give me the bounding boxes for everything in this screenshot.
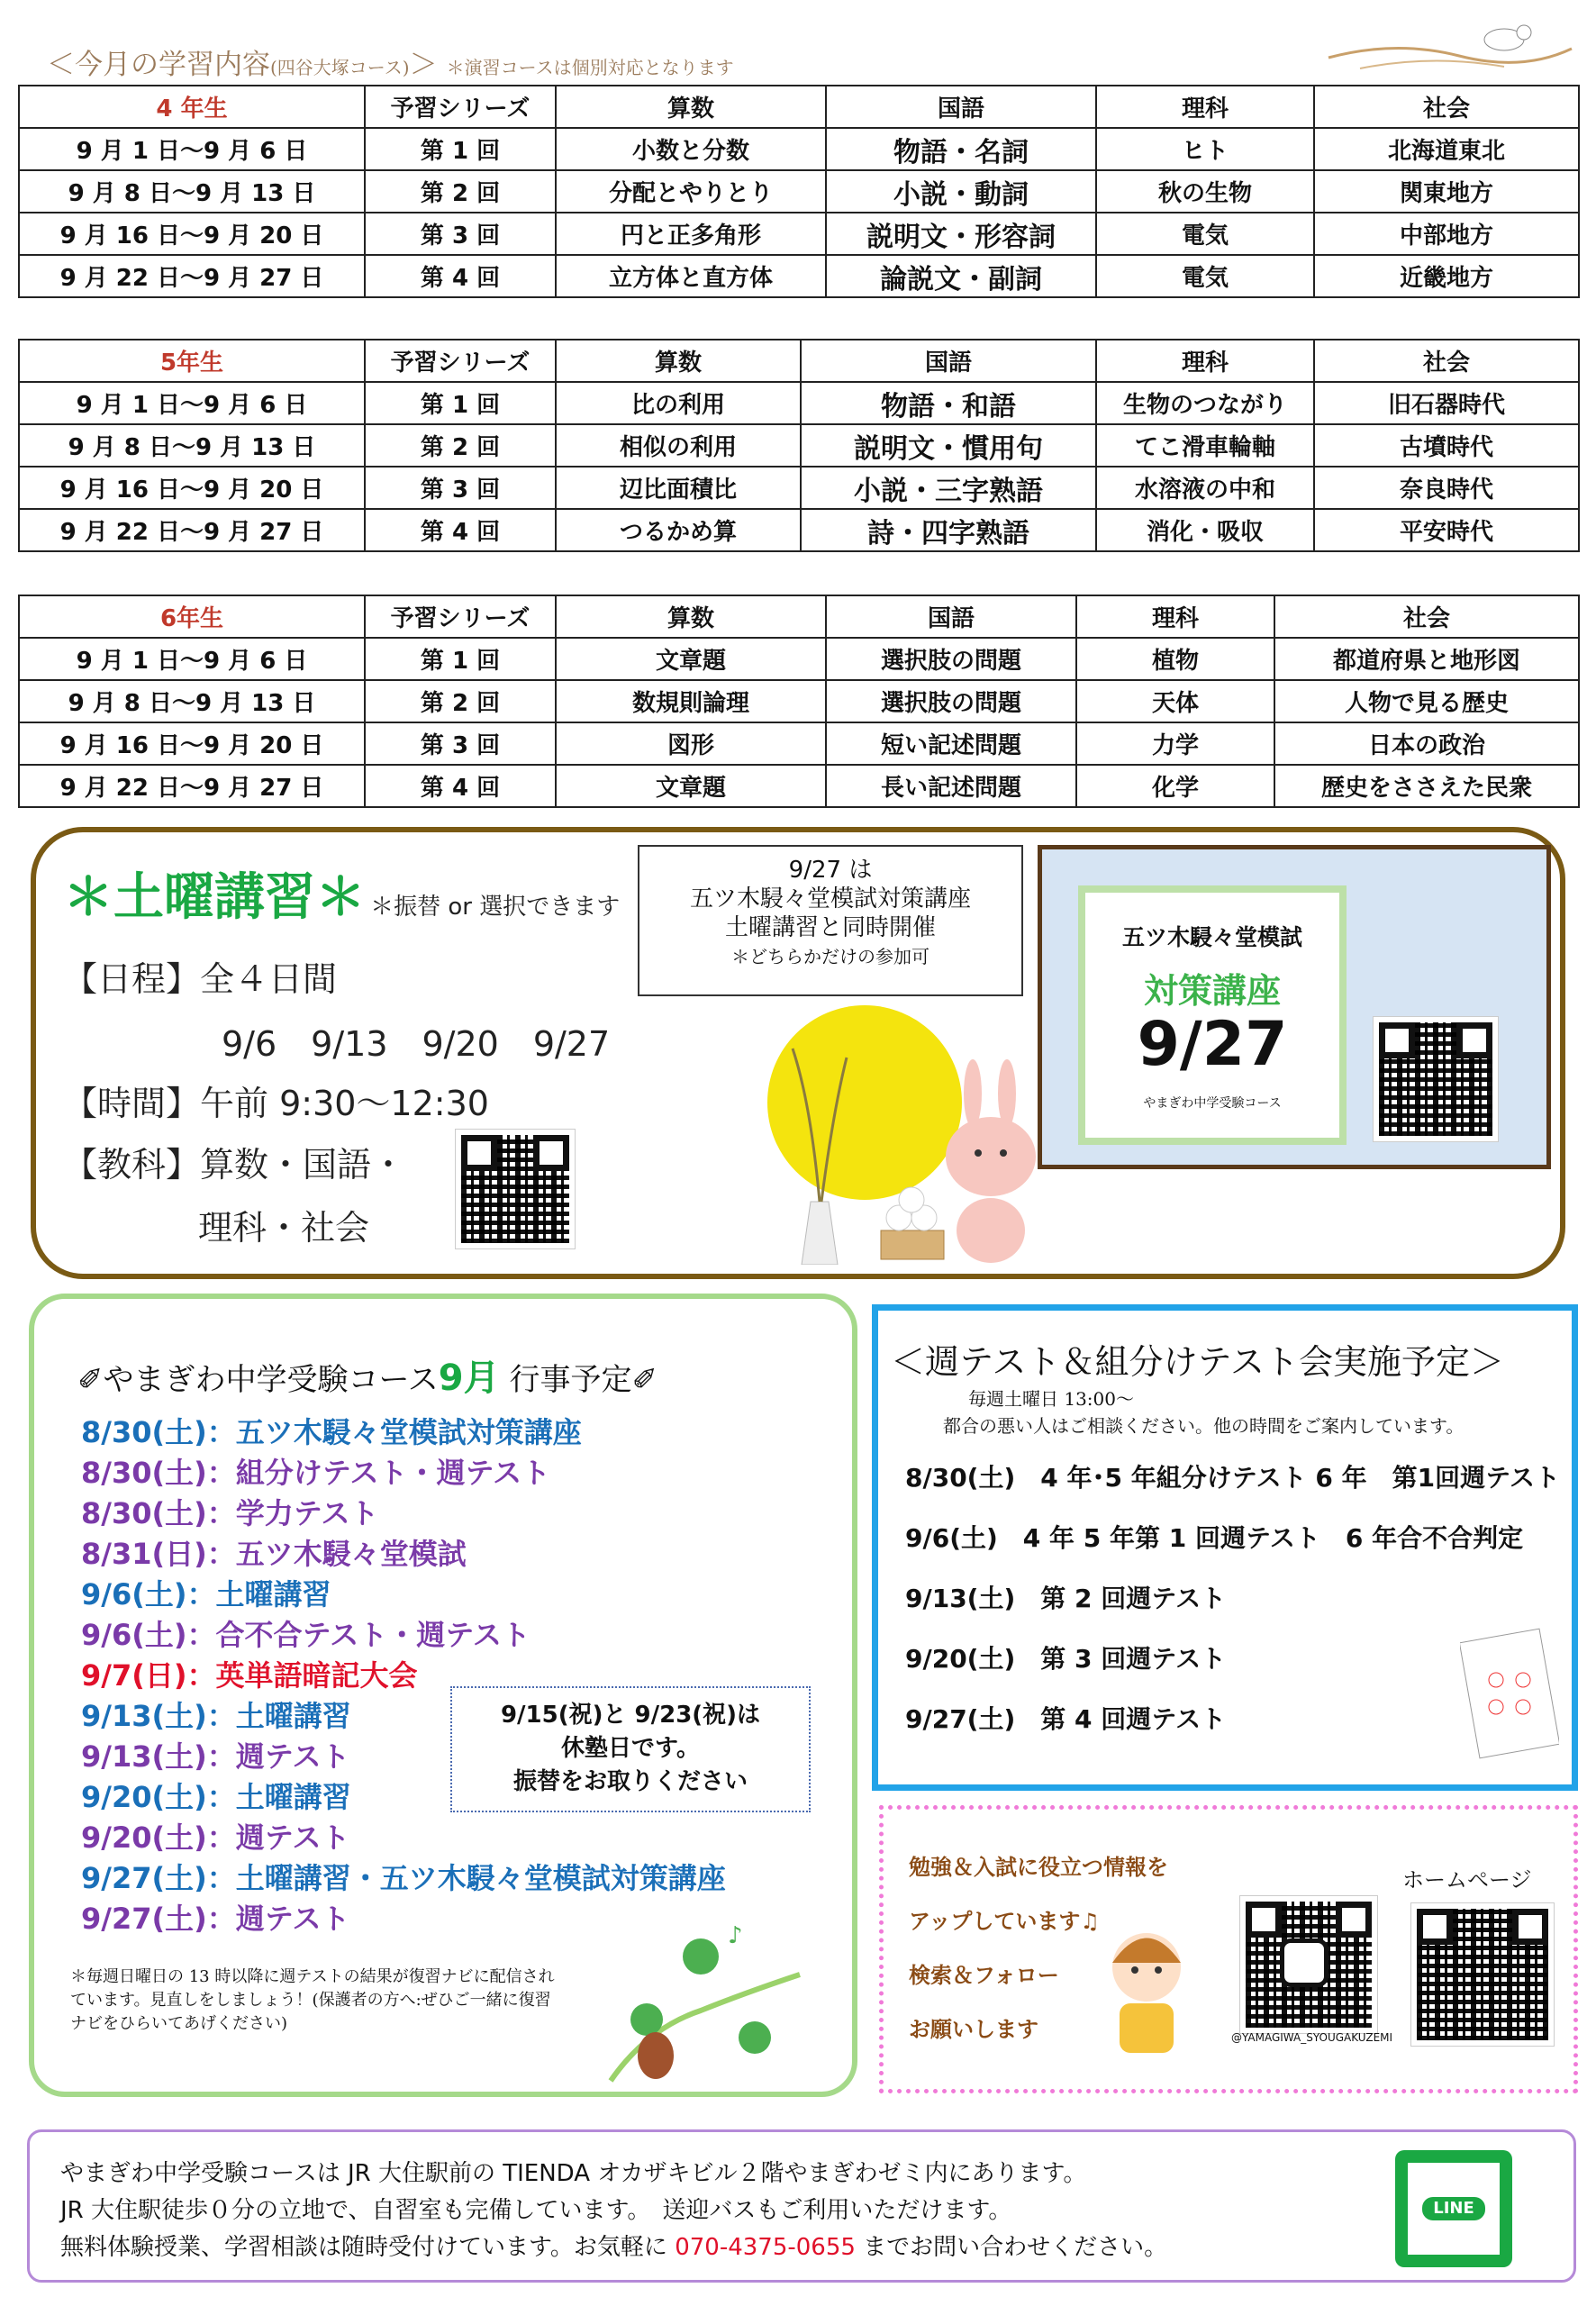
cell-math: 分配とやりとり: [556, 170, 826, 213]
sns-line: アップしています♫: [909, 1909, 1100, 1934]
cell-session: 第 2 回: [365, 170, 556, 213]
cell-session: 第 4 回: [365, 509, 556, 551]
cell-social: 歴史をささえた民衆: [1274, 765, 1579, 807]
moon-rabbit-illustration: [748, 994, 1072, 1265]
table-row: [19, 765, 1579, 807]
event-item: 8/30(土)：組分けテスト・週テスト: [81, 1456, 551, 1490]
cell-math: 数規則論理: [556, 680, 826, 722]
cell-session: 第 3 回: [365, 213, 556, 255]
event-item: 8/30(土)：学力テスト: [81, 1496, 379, 1530]
test-schedule-row: 8/30(土) 4 年･5 年組分けテスト 6 年 第1回週テスト: [905, 1463, 1560, 1493]
time-value: 午前 9:30～12:30: [200, 1084, 489, 1123]
cell-session: 第 2 回: [365, 424, 556, 467]
table-row: [19, 509, 1579, 551]
cell-date: 9 月 22 日～9 月 27 日: [19, 255, 365, 297]
cell-social: 近畿地方: [1314, 255, 1579, 297]
poster-footer: やまぎわ中学受験コース: [1143, 1096, 1282, 1111]
sns-info-panel: [879, 1805, 1578, 2093]
footer-line: やまぎわ中学受験コースは JR 大住駅前の TIENDA オカザキビル２階やまぎわゼミ内にあります。: [60, 2160, 1087, 2187]
page-header: [47, 41, 734, 82]
cell-science: 水溶液の中和: [1096, 467, 1314, 509]
events-title-post: 行事予定✐: [509, 1362, 657, 1398]
footer-text: [60, 2156, 1167, 2266]
cell-japanese: 説明文・形容詞: [826, 213, 1096, 255]
cell-date: 9 月 16 日～9 月 20 日: [19, 467, 365, 509]
cell-science: 力学: [1076, 722, 1274, 765]
col-header: 予習シリーズ: [365, 595, 556, 638]
table-row: [19, 128, 1579, 170]
cell-date: 9 月 8 日～9 月 13 日: [19, 424, 365, 467]
cell-date: 9 月 22 日～9 月 27 日: [19, 509, 365, 551]
table-row: [19, 722, 1579, 765]
holiday-line: 9/15(祝)と 9/23(祝)は: [500, 1702, 761, 1729]
cell-social: 古墳時代: [1314, 424, 1579, 467]
cell-social: 都道府県と地形図: [1274, 638, 1579, 680]
cell-math: 小数と分数: [556, 128, 826, 170]
event-item: 9/6(土)：土曜講習: [81, 1577, 331, 1611]
table-row: [19, 638, 1579, 680]
cell-science: 電気: [1096, 255, 1314, 297]
event-item: 9/20(土)：週テスト: [81, 1820, 350, 1855]
poster-qr-code[interactable]: [1374, 1017, 1498, 1141]
col-header: 社会: [1314, 340, 1579, 382]
homepage-qr-code[interactable]: [1411, 1903, 1554, 2046]
subject-label: 【教科】: [63, 1145, 201, 1185]
cell-japanese: 詩・四字熟語: [801, 509, 1096, 551]
cell-social: 旧石器時代: [1314, 382, 1579, 424]
cell-session: 第 4 回: [365, 765, 556, 807]
subject-value-2: 理科・社会: [198, 1208, 370, 1248]
cell-social: 奈良時代: [1314, 467, 1579, 509]
cell-date: 9 月 22 日～9 月 27 日: [19, 765, 365, 807]
cell-social: 北海道東北: [1314, 128, 1579, 170]
event-item: 8/31(日)：五ツ木駸々堂模試: [81, 1537, 467, 1571]
cell-math: 相似の利用: [556, 424, 801, 467]
cell-date: 9 月 1 日～9 月 6 日: [19, 382, 365, 424]
cell-science: 消化・吸収: [1096, 509, 1314, 551]
cell-math: 比の利用: [556, 382, 801, 424]
cell-session: 第 4 回: [365, 255, 556, 297]
notice-line: 土曜講習と同時開催: [724, 914, 936, 941]
instagram-handle: @YAMAGIWA_SYOUGAKUZEMI: [1231, 2031, 1393, 2044]
cell-math: つるかめ算: [556, 509, 801, 551]
saturday-note: ＊振替 or 選択できます: [370, 894, 621, 921]
line-logo: LINE: [1422, 2197, 1485, 2220]
events-title-month: 9月: [438, 1357, 500, 1399]
cell-date: 9 月 1 日～9 月 6 日: [19, 128, 365, 170]
cell-date: 9 月 1 日～9 月 6 日: [19, 638, 365, 680]
saturday-qr-code[interactable]: [456, 1130, 575, 1248]
header-sub: (四谷大塚コース): [270, 57, 410, 78]
events-footnote: ＊毎週日曜日の 13 時以降に週テストの結果が復習ナビに配信されています。見直しをしましょう！(保護者の方へ:ぜひご一緒に復習ナビをひらいてあげください): [70, 1967, 555, 2033]
col-header: 算数: [556, 595, 826, 638]
line-qr-code[interactable]: [1395, 2150, 1512, 2267]
cell-japanese: 小説・三字熟語: [801, 467, 1096, 509]
cell-japanese: 長い記述問題: [826, 765, 1076, 807]
event-item: 8/30(土)：五ツ木駸々堂模試対策講座: [81, 1415, 582, 1449]
cell-social: 平安時代: [1314, 509, 1579, 551]
col-header: 予習シリーズ: [365, 86, 556, 128]
header-close: ＞: [409, 49, 438, 81]
events-panel: [29, 1294, 857, 2097]
schedule-value: 全４日間: [200, 959, 338, 999]
joint-session-notice: [638, 845, 1023, 996]
footer-line: までお問い合わせください。: [855, 2234, 1168, 2261]
test-schedule-row: 9/20(土) 第 3 回週テスト: [905, 1644, 1227, 1674]
saturday-dates: 9/6 9/13 9/20 9/27: [222, 1024, 611, 1064]
col-header: 理科: [1096, 340, 1314, 382]
instagram-icon: [1280, 1938, 1328, 1987]
cell-japanese: 選択肢の問題: [826, 638, 1076, 680]
cell-japanese: 小説・動詞: [826, 170, 1096, 213]
cell-math: 文章題: [556, 765, 826, 807]
girl-phone-illustration: [1093, 1918, 1201, 2053]
insect-band-illustration: [593, 1920, 809, 2083]
cell-math: 円と正多角形: [556, 213, 826, 255]
grade-label: 5年生: [19, 340, 365, 382]
holiday-notice: [450, 1686, 811, 1812]
schedule-table-grade4: [18, 85, 1580, 298]
table-row: [19, 680, 1579, 722]
cell-social: 人物で見る歴史: [1274, 680, 1579, 722]
homepage-label: ホームページ: [1402, 1867, 1532, 1893]
cell-math: 立方体と直方体: [556, 255, 826, 297]
poster-subtitle: 対策講座: [1143, 971, 1281, 1011]
events-title: [77, 1349, 657, 1401]
event-item: 9/27(土)：土曜講習・五ツ木駸々堂模試対策講座: [81, 1861, 726, 1895]
footer-line: 無料体験授業、学習相談は随時受付けています。お気軽に: [60, 2234, 676, 2261]
holiday-line: 休塾日です。: [561, 1735, 700, 1762]
header-title: ＜今月の学習内容: [47, 49, 270, 81]
cell-science: 化学: [1076, 765, 1274, 807]
tests-title: ＜週テスト＆組分けテスト会実施予定＞: [891, 1342, 1504, 1382]
header-note: ＊演習コースは個別対応となります: [446, 57, 734, 78]
events-title-pre: ✐やまぎわ中学受験コース: [77, 1362, 439, 1398]
cell-math: 図形: [556, 722, 826, 765]
time-label: 【時間】: [63, 1084, 201, 1123]
footer-panel: [27, 2129, 1576, 2283]
subject-value-1: 算数・国語・: [200, 1145, 406, 1185]
cell-session: 第 1 回: [365, 128, 556, 170]
poster-date: 9/27: [1137, 1009, 1288, 1080]
event-item: 9/13(土)：土曜講習: [81, 1699, 351, 1733]
cell-session: 第 3 回: [365, 722, 556, 765]
cell-science: 秋の生物: [1096, 170, 1314, 213]
rabbit-moon-decoration: [1324, 13, 1576, 72]
cell-social: 中部地方: [1314, 213, 1579, 255]
cell-japanese: 物語・和語: [801, 382, 1096, 424]
col-header: 理科: [1076, 595, 1274, 638]
cell-japanese: 選択肢の問題: [826, 680, 1076, 722]
cell-japanese: 説明文・慣用句: [801, 424, 1096, 467]
notice-line: 9/27 は: [788, 857, 873, 884]
poster-title: 五ツ木駸々堂模試: [1121, 924, 1302, 950]
sns-line: 検索＆フォロー: [909, 1963, 1059, 1988]
notice-line: 五ツ木駸々堂模試対策講座: [689, 885, 971, 912]
cell-session: 第 2 回: [365, 680, 556, 722]
cell-science: 天体: [1076, 680, 1274, 722]
tests-panel: [872, 1304, 1578, 1791]
saturday-lecture-panel: [31, 827, 1565, 1279]
holiday-line: 振替をお取りください: [512, 1768, 748, 1795]
table-row: [19, 382, 1579, 424]
cell-session: 第 1 回: [365, 382, 556, 424]
event-item: 9/6(土)：合不合テスト・週テスト: [81, 1618, 530, 1652]
table-row: [19, 213, 1579, 255]
notice-line: ＊どちらかだけの参加可: [731, 946, 929, 967]
event-item: 9/13(土)：週テスト: [81, 1739, 350, 1774]
col-header: 算数: [556, 86, 826, 128]
cell-japanese: 物語・名詞: [826, 128, 1096, 170]
sns-line: お願いします: [909, 2017, 1038, 2042]
cell-date: 9 月 8 日～9 月 13 日: [19, 680, 365, 722]
mock-exam-poster: [1038, 845, 1551, 1169]
cell-japanese: 短い記述問題: [826, 722, 1076, 765]
sns-line: 勉強＆入試に役立つ情報を: [909, 1855, 1168, 1880]
cell-session: 第 3 回: [365, 467, 556, 509]
event-item: 9/7(日)：英単語暗記大会: [81, 1658, 418, 1693]
cell-math: 文章題: [556, 638, 826, 680]
cell-science: 生物のつながり: [1096, 382, 1314, 424]
footer-line: JR 大住駅徒歩０分の立地で、自習室も完備しています。 送迎バスもご利用いただけます。: [60, 2197, 1012, 2224]
cell-social: 日本の政治: [1274, 722, 1579, 765]
cell-date: 9 月 8 日～9 月 13 日: [19, 170, 365, 213]
cell-science: 植物: [1076, 638, 1274, 680]
col-header: 国語: [826, 595, 1076, 638]
cell-math: 辺比面積比: [556, 467, 801, 509]
cell-date: 9 月 16 日～9 月 20 日: [19, 722, 365, 765]
cell-social: 関東地方: [1314, 170, 1579, 213]
col-header: 理科: [1096, 86, 1314, 128]
schedule-label: 【日程】: [63, 959, 201, 999]
cell-japanese: 論説文・副詞: [826, 255, 1096, 297]
col-header: 社会: [1314, 86, 1579, 128]
table-row: [19, 424, 1579, 467]
event-item: 9/27(土)：週テスト: [81, 1902, 350, 1936]
cell-session: 第 1 回: [365, 638, 556, 680]
col-header: 国語: [826, 86, 1096, 128]
table-row: [19, 255, 1579, 297]
col-header: 社会: [1274, 595, 1579, 638]
schedule-table-grade6: [18, 595, 1580, 808]
cell-science: てこ滑車輪軸: [1096, 424, 1314, 467]
tests-sub2: 都合の悪い人はご相談ください。他の時間をご案内しています。: [943, 1415, 1465, 1437]
table-row: [19, 170, 1579, 213]
col-header: 算数: [556, 340, 801, 382]
cell-science: ヒト: [1096, 128, 1314, 170]
grade-label: 4 年生: [19, 86, 365, 128]
schedule-table-grade5: [18, 339, 1580, 552]
svg-text:♪: ♪: [728, 1922, 743, 1949]
cell-science: 電気: [1096, 213, 1314, 255]
grade-label: 6年生: [19, 595, 365, 638]
test-schedule-row: 9/27(土) 第 4 回週テスト: [905, 1704, 1227, 1734]
event-item: 9/20(土)：土曜講習: [81, 1780, 351, 1814]
col-header: 国語: [801, 340, 1096, 382]
test-schedule-row: 9/6(土) 4 年 5 年第 1 回週テスト 6 年合不合判定: [905, 1523, 1524, 1553]
table-row: [19, 467, 1579, 509]
col-header: 予習シリーズ: [365, 340, 556, 382]
tests-sub1: 毎週土曜日 13:00～: [968, 1388, 1134, 1410]
poster-card: [1078, 885, 1347, 1145]
saturday-title: ＊土曜講習＊: [63, 868, 366, 927]
test-schedule-row: 9/13(土) 第 2 回週テスト: [905, 1584, 1227, 1613]
phone-number[interactable]: 070-4375-0655: [675, 2234, 856, 2261]
test-paper-icon: [1460, 1626, 1559, 1761]
cell-date: 9 月 16 日～9 月 20 日: [19, 213, 365, 255]
